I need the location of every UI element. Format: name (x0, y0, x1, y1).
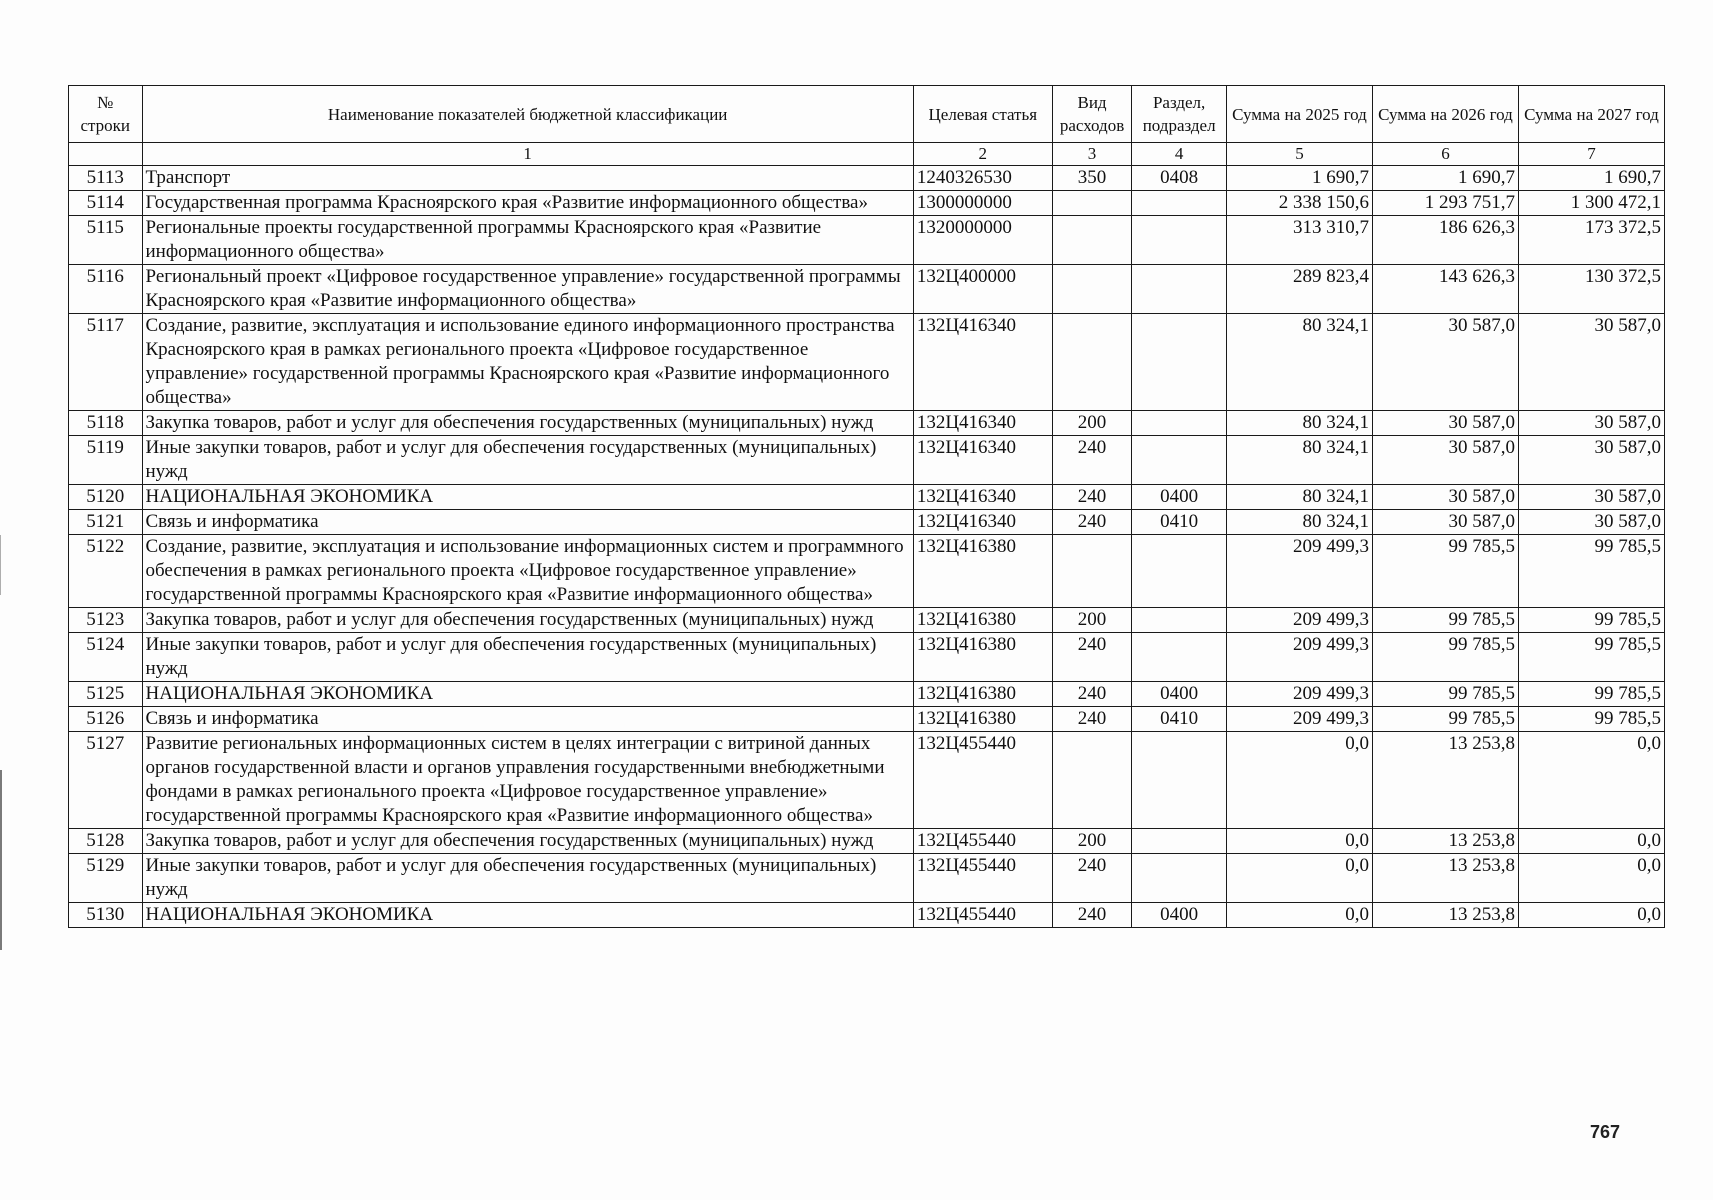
sum-2027-cell: 99 785,5 (1518, 608, 1664, 633)
sum-2026-cell: 99 785,5 (1372, 682, 1518, 707)
section-cell: 0408 (1132, 166, 1227, 191)
sum-2027-cell: 0,0 (1518, 903, 1664, 928)
table-row (69, 829, 1665, 854)
section-cell (1132, 854, 1227, 903)
sum-2026-cell: 13 253,8 (1372, 732, 1518, 829)
section-cell (1132, 436, 1227, 485)
column-number-row (69, 143, 1665, 166)
header-expense-type: Вид расходов (1052, 86, 1132, 143)
expense-type-cell: 240 (1052, 707, 1132, 732)
sum-2027-cell: 1 690,7 (1518, 166, 1664, 191)
row-number-cell: 5119 (69, 436, 143, 485)
sum-2025-cell: 80 324,1 (1226, 411, 1372, 436)
scan-artifact (0, 535, 1, 595)
scan-artifact (0, 770, 2, 950)
table-row (69, 608, 1665, 633)
name-cell: Развитие региональных информационных систем в целях интеграции с витриной данных органов государственной власти и органов управления государственными внебюджетными фондами в рамках регионального проекта «Цифровое государственное управление» государственной программы Красноярского края «Развитие информационного общества» (142, 732, 913, 829)
sum-2026-cell: 13 253,8 (1372, 854, 1518, 903)
row-number-cell: 5118 (69, 411, 143, 436)
column-number: 7 (1518, 143, 1664, 166)
table-row (69, 903, 1665, 928)
section-cell (1132, 191, 1227, 216)
section-cell (1132, 732, 1227, 829)
target-article-cell: 132Ц416380 (913, 633, 1052, 682)
sum-2027-cell: 173 372,5 (1518, 216, 1664, 265)
sum-2026-cell: 13 253,8 (1372, 829, 1518, 854)
section-cell (1132, 265, 1227, 314)
header-target-article: Целевая статья (913, 86, 1052, 143)
sum-2025-cell: 2 338 150,6 (1226, 191, 1372, 216)
expense-type-cell (1052, 191, 1132, 216)
expense-type-cell: 200 (1052, 411, 1132, 436)
section-cell (1132, 633, 1227, 682)
name-cell: Иные закупки товаров, работ и услуг для обеспечения государственных (муниципальных) нужд (142, 633, 913, 682)
section-cell: 0410 (1132, 707, 1227, 732)
sum-2026-cell: 99 785,5 (1372, 535, 1518, 608)
budget-table (68, 85, 1665, 928)
sum-2025-cell: 209 499,3 (1226, 682, 1372, 707)
header-sum-2025: Сумма на 2025 год (1226, 86, 1372, 143)
sum-2026-cell: 99 785,5 (1372, 707, 1518, 732)
sum-2027-cell: 30 587,0 (1518, 411, 1664, 436)
name-cell: НАЦИОНАЛЬНАЯ ЭКОНОМИКА (142, 903, 913, 928)
sum-2027-cell: 1 300 472,1 (1518, 191, 1664, 216)
page-number: 767 (1590, 1122, 1621, 1142)
row-number-cell: 5129 (69, 854, 143, 903)
row-number-cell: 5116 (69, 265, 143, 314)
sum-2026-cell: 99 785,5 (1372, 608, 1518, 633)
table-row (69, 732, 1665, 829)
table-row (69, 485, 1665, 510)
column-number: 6 (1372, 143, 1518, 166)
sum-2025-cell: 0,0 (1226, 854, 1372, 903)
target-article-cell: 1240326530 (913, 166, 1052, 191)
row-number-cell: 5120 (69, 485, 143, 510)
expense-type-cell (1052, 535, 1132, 608)
sum-2027-cell: 30 587,0 (1518, 510, 1664, 535)
sum-2025-cell: 80 324,1 (1226, 510, 1372, 535)
column-number: 4 (1132, 143, 1227, 166)
sum-2026-cell: 13 253,8 (1372, 903, 1518, 928)
sum-2027-cell: 0,0 (1518, 854, 1664, 903)
sum-2025-cell: 289 823,4 (1226, 265, 1372, 314)
sum-2026-cell: 143 626,3 (1372, 265, 1518, 314)
sum-2025-cell: 80 324,1 (1226, 314, 1372, 411)
sum-2025-cell: 1 690,7 (1226, 166, 1372, 191)
expense-type-cell (1052, 216, 1132, 265)
name-cell: Создание, развитие, эксплуатация и использование информационных систем и программного обеспечения в рамках регионального проекта «Цифровое государственное управление» государственной программы Красноярского края «Развитие информационного общества» (142, 535, 913, 608)
row-number-cell: 5127 (69, 732, 143, 829)
expense-type-cell: 240 (1052, 682, 1132, 707)
name-cell: Закупка товаров, работ и услуг для обеспечения государственных (муниципальных) нужд (142, 411, 913, 436)
name-cell: Закупка товаров, работ и услуг для обеспечения государственных (муниципальных) нужд (142, 608, 913, 633)
table-row (69, 510, 1665, 535)
expense-type-cell: 240 (1052, 854, 1132, 903)
sum-2025-cell: 209 499,3 (1226, 707, 1372, 732)
sum-2025-cell: 209 499,3 (1226, 535, 1372, 608)
target-article-cell: 132Ц400000 (913, 265, 1052, 314)
column-number: 1 (142, 143, 913, 166)
sum-2026-cell: 99 785,5 (1372, 633, 1518, 682)
expense-type-cell: 240 (1052, 903, 1132, 928)
table-header-row (69, 86, 1665, 143)
sum-2027-cell: 0,0 (1518, 829, 1664, 854)
table-row (69, 411, 1665, 436)
sum-2026-cell: 30 587,0 (1372, 436, 1518, 485)
expense-type-cell: 350 (1052, 166, 1132, 191)
name-cell: Иные закупки товаров, работ и услуг для обеспечения государственных (муниципальных) нужд (142, 854, 913, 903)
column-number: 5 (1226, 143, 1372, 166)
section-cell (1132, 314, 1227, 411)
sum-2026-cell: 1 690,7 (1372, 166, 1518, 191)
sum-2027-cell: 130 372,5 (1518, 265, 1664, 314)
row-number-cell: 5126 (69, 707, 143, 732)
table-row (69, 314, 1665, 411)
section-cell: 0410 (1132, 510, 1227, 535)
section-cell (1132, 216, 1227, 265)
sum-2027-cell: 99 785,5 (1518, 535, 1664, 608)
sum-2025-cell: 209 499,3 (1226, 633, 1372, 682)
table-row (69, 682, 1665, 707)
target-article-cell: 132Ц416380 (913, 707, 1052, 732)
target-article-cell: 132Ц455440 (913, 854, 1052, 903)
row-number-cell: 5128 (69, 829, 143, 854)
row-number-cell: 5124 (69, 633, 143, 682)
name-cell: НАЦИОНАЛЬНАЯ ЭКОНОМИКА (142, 485, 913, 510)
sum-2027-cell: 30 587,0 (1518, 436, 1664, 485)
expense-type-cell: 240 (1052, 633, 1132, 682)
sum-2027-cell: 30 587,0 (1518, 314, 1664, 411)
table-row (69, 633, 1665, 682)
section-cell: 0400 (1132, 485, 1227, 510)
name-cell: Иные закупки товаров, работ и услуг для обеспечения государственных (муниципальных) нужд (142, 436, 913, 485)
sum-2026-cell: 186 626,3 (1372, 216, 1518, 265)
target-article-cell: 132Ц416380 (913, 608, 1052, 633)
sum-2027-cell: 0,0 (1518, 732, 1664, 829)
sum-2025-cell: 80 324,1 (1226, 485, 1372, 510)
sum-2027-cell: 99 785,5 (1518, 707, 1664, 732)
table-row (69, 191, 1665, 216)
target-article-cell: 132Ц416340 (913, 510, 1052, 535)
expense-type-cell: 240 (1052, 485, 1132, 510)
name-cell: Создание, развитие, эксплуатация и использование единого информационного пространства Красноярского края в рамках регионального проекта «Цифровое государственное управление» государственной программы Красноярского края «Развитие информационного общества» (142, 314, 913, 411)
target-article-cell: 132Ц416340 (913, 411, 1052, 436)
sum-2025-cell: 80 324,1 (1226, 436, 1372, 485)
sum-2027-cell: 99 785,5 (1518, 682, 1664, 707)
expense-type-cell: 200 (1052, 829, 1132, 854)
row-number-cell: 5130 (69, 903, 143, 928)
target-article-cell: 1320000000 (913, 216, 1052, 265)
name-cell: Транспорт (142, 166, 913, 191)
sum-2026-cell: 1 293 751,7 (1372, 191, 1518, 216)
expense-type-cell: 240 (1052, 436, 1132, 485)
target-article-cell: 132Ц455440 (913, 732, 1052, 829)
table-row (69, 436, 1665, 485)
table-row (69, 166, 1665, 191)
row-number-cell: 5114 (69, 191, 143, 216)
target-article-cell: 132Ц455440 (913, 903, 1052, 928)
table-row (69, 854, 1665, 903)
column-number (69, 143, 143, 166)
sum-2026-cell: 30 587,0 (1372, 485, 1518, 510)
expense-type-cell (1052, 265, 1132, 314)
section-cell (1132, 829, 1227, 854)
sum-2025-cell: 209 499,3 (1226, 608, 1372, 633)
expense-type-cell: 200 (1052, 608, 1132, 633)
table-row (69, 707, 1665, 732)
target-article-cell: 132Ц416380 (913, 535, 1052, 608)
column-number: 2 (913, 143, 1052, 166)
sum-2025-cell: 0,0 (1226, 903, 1372, 928)
section-cell (1132, 411, 1227, 436)
table-body (69, 166, 1665, 928)
name-cell: НАЦИОНАЛЬНАЯ ЭКОНОМИКА (142, 682, 913, 707)
name-cell: Региональный проект «Цифровое государственное управление» государственной программы Красноярского края «Развитие информационного общества» (142, 265, 913, 314)
section-cell: 0400 (1132, 903, 1227, 928)
header-name: Наименование показателей бюджетной классификации (142, 86, 913, 143)
section-cell (1132, 608, 1227, 633)
row-number-cell: 5117 (69, 314, 143, 411)
target-article-cell: 132Ц416340 (913, 485, 1052, 510)
sum-2025-cell: 0,0 (1226, 829, 1372, 854)
expense-type-cell (1052, 314, 1132, 411)
table-row (69, 535, 1665, 608)
row-number-cell: 5125 (69, 682, 143, 707)
header-sum-2026: Сумма на 2026 год (1372, 86, 1518, 143)
table-row (69, 265, 1665, 314)
sum-2025-cell: 0,0 (1226, 732, 1372, 829)
header-row-number: № строки (69, 86, 143, 143)
target-article-cell: 1300000000 (913, 191, 1052, 216)
name-cell: Связь и информатика (142, 707, 913, 732)
header-section: Раздел, подраздел (1132, 86, 1227, 143)
row-number-cell: 5122 (69, 535, 143, 608)
sum-2026-cell: 30 587,0 (1372, 411, 1518, 436)
expense-type-cell: 240 (1052, 510, 1132, 535)
name-cell: Региональные проекты государственной программы Красноярского края «Развитие информационного общества» (142, 216, 913, 265)
name-cell: Связь и информатика (142, 510, 913, 535)
header-sum-2027: Сумма на 2027 год (1518, 86, 1664, 143)
name-cell: Закупка товаров, работ и услуг для обеспечения государственных (муниципальных) нужд (142, 829, 913, 854)
sum-2027-cell: 99 785,5 (1518, 633, 1664, 682)
target-article-cell: 132Ц416340 (913, 314, 1052, 411)
target-article-cell: 132Ц416380 (913, 682, 1052, 707)
expense-type-cell (1052, 732, 1132, 829)
table-row (69, 216, 1665, 265)
section-cell: 0400 (1132, 682, 1227, 707)
name-cell: Государственная программа Красноярского края «Развитие информационного общества» (142, 191, 913, 216)
row-number-cell: 5123 (69, 608, 143, 633)
sum-2026-cell: 30 587,0 (1372, 314, 1518, 411)
sum-2026-cell: 30 587,0 (1372, 510, 1518, 535)
column-number: 3 (1052, 143, 1132, 166)
row-number-cell: 5115 (69, 216, 143, 265)
sum-2027-cell: 30 587,0 (1518, 485, 1664, 510)
target-article-cell: 132Ц416340 (913, 436, 1052, 485)
section-cell (1132, 535, 1227, 608)
row-number-cell: 5113 (69, 166, 143, 191)
row-number-cell: 5121 (69, 510, 143, 535)
sum-2025-cell: 313 310,7 (1226, 216, 1372, 265)
target-article-cell: 132Ц455440 (913, 829, 1052, 854)
